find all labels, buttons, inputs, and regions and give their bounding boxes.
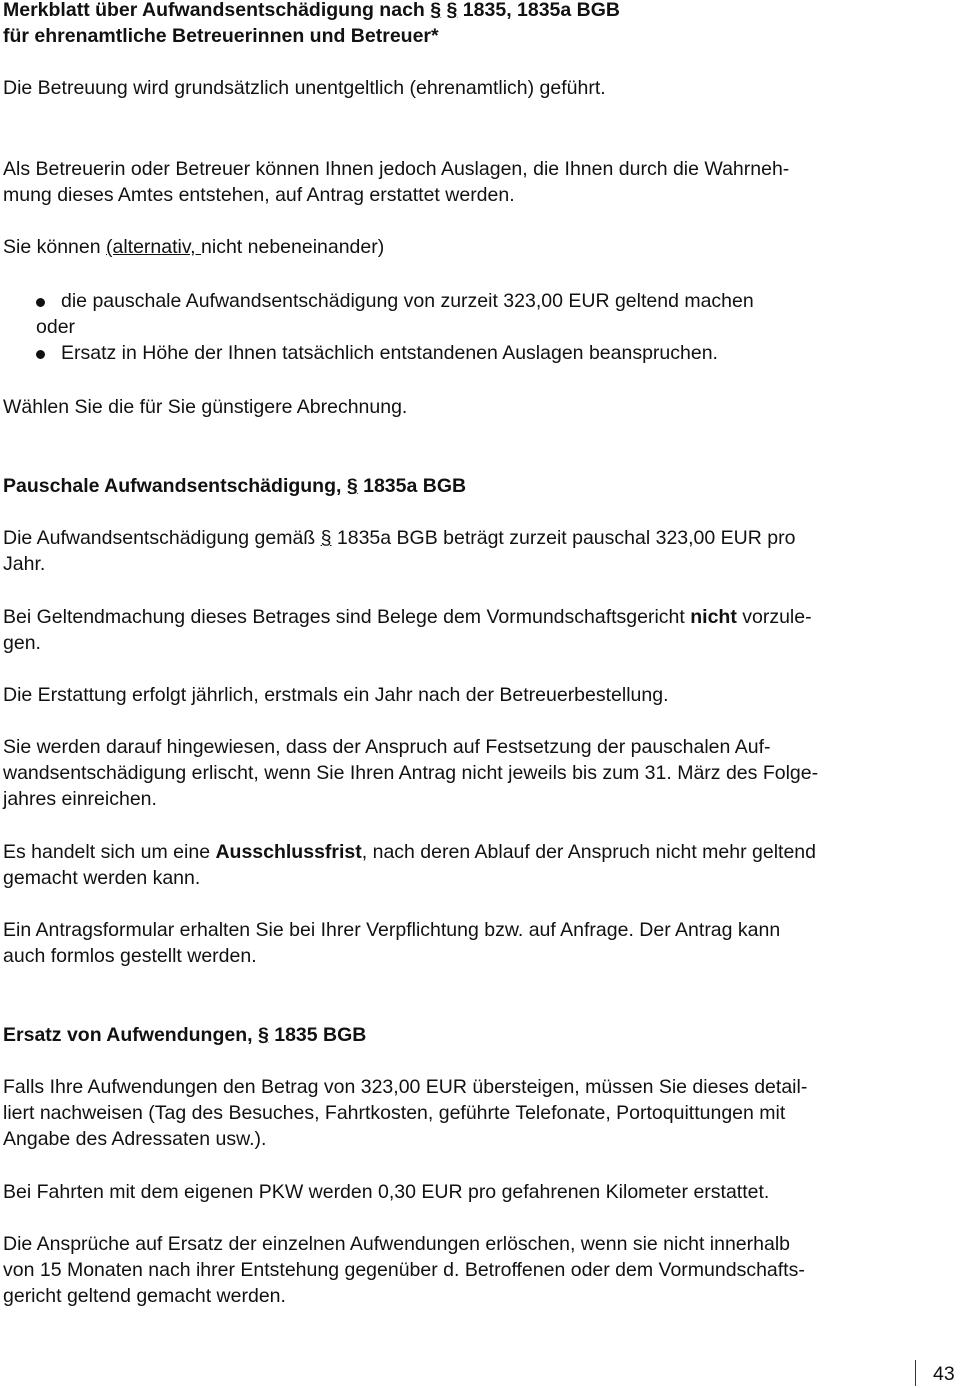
list-item: die pauschale Aufwandsentschädigung von zurzeit 323,00 EUR geltend machen — [3, 288, 953, 314]
section1-paragraph-6: Ein Antragsformular erhalten Sie bei Ihrer Verpflichtung bzw. auf Anfrage. Der Antrag kann auch formlos gestellt werden. — [3, 919, 781, 967]
section-symbol: § — [446, 0, 458, 21]
options-list — [3, 288, 953, 366]
section1-paragraph-1: Die Aufwandsentschädigung gemäß § 1835a BGB beträgt zurzeit pauschal 323,00 EUR pro Jahr. — [3, 527, 796, 575]
bullet-icon — [36, 298, 45, 307]
oder-label: oder — [36, 316, 76, 338]
intro-paragraph-2: Als Betreuerin oder Betreuer können Ihnen jedoch Auslagen, die Ihnen durch die Wahrneh- mung dieses Amtes entstehen, auf Antrag erstattet werden. — [3, 158, 790, 206]
intro-paragraph-1: Die Betreuung wird grundsätzlich unentgeltlich (ehrenamtlich) geführt. — [3, 77, 606, 99]
title-line-2: für ehrenamtliche Betreuerinnen und Betreuer* — [3, 25, 439, 47]
page-number-divider — [915, 1360, 916, 1386]
section-symbol: § — [320, 527, 332, 549]
section2-paragraph-1: Falls Ihre Aufwendungen den Betrag von 323,00 EUR übersteigen, müssen Sie dieses detail- liert nachweisen (Tag des Besuches, Fahrtkosten, geführte Telefonate, Portoquittungen mit Angabe des Adressaten usw.). — [3, 1076, 808, 1150]
section1-paragraph-2: Bei Geltendmachung dieses Betrages sind Belege dem Vormundschaftsgericht nicht vorzule- gen. — [3, 606, 812, 654]
section-symbol: § — [430, 0, 442, 21]
intro-paragraph-4: Wählen Sie die für Sie günstigere Abrechnung. — [3, 396, 408, 418]
page-number: 43 — [933, 1363, 955, 1385]
section1-paragraph-5: Es handelt sich um eine Ausschlussfrist, nach deren Ablauf der Anspruch nicht mehr geltend gemacht werden kann. — [3, 841, 816, 889]
section2-paragraph-2: Bei Fahrten mit dem eigenen PKW werden 0,30 EUR pro gefahrenen Kilometer erstattet. — [3, 1181, 770, 1203]
section-heading-ersatz: Ersatz von Aufwendungen, § 1835 BGB — [3, 1024, 367, 1046]
title-line-1-end: 1835, 1835a BGB — [457, 0, 620, 21]
underlined-alternativ: (alternativ, — [106, 236, 202, 258]
section-symbol: § — [257, 1024, 269, 1046]
section-heading-pauschale: Pauschale Aufwandsentschädigung, § 1835a BGB — [3, 475, 467, 497]
title-line-1: Merkblatt über Aufwandsentschädigung nach — [3, 0, 431, 21]
bullet-icon — [36, 350, 45, 359]
section-symbol: § — [346, 475, 358, 497]
section1-paragraph-4: Sie werden darauf hingewiesen, dass der Anspruch auf Festsetzung der pauschalen Auf- wandsentschädigung erlischt, wenn Sie Ihren Antrag nicht jeweils bis zum 31. März des Folge- jahres einreichen. — [3, 736, 819, 810]
document-title — [3, 0, 953, 49]
section2-paragraph-3: Die Ansprüche auf Ersatz der einzelnen Aufwendungen erlöschen, wenn sie nicht innerhalb von 15 Monaten nach ihrer Entstehung gegenüber d. Betroffenen oder dem Vormundschafts- gericht geltend gemacht werden. — [3, 1233, 805, 1307]
section1-paragraph-3: Die Erstattung erfolgt jährlich, erstmals ein Jahr nach der Betreuerbestellung. — [3, 684, 669, 706]
intro-paragraph-3: Sie können (alternativ, nicht nebeneinander) — [3, 236, 385, 258]
list-item: Ersatz in Höhe der Ihnen tatsächlich entstandenen Auslagen beanspruchen. — [3, 340, 953, 366]
